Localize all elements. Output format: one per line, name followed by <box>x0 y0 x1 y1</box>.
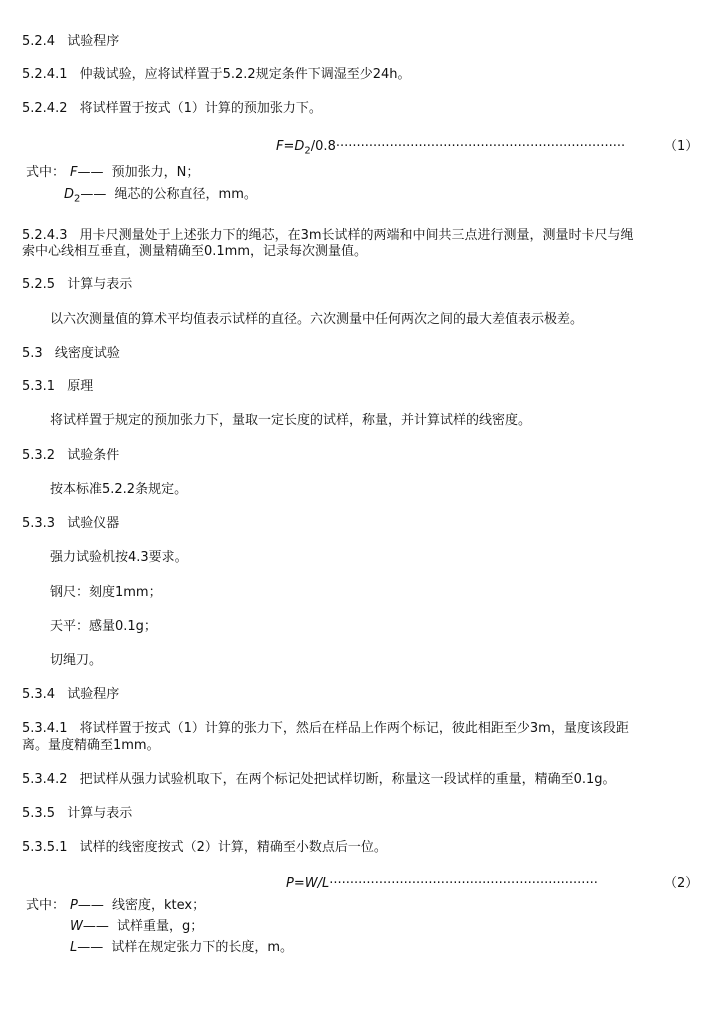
section-title: 试验仪器 <box>67 516 120 531</box>
section-number: 5.3.1 <box>22 379 56 394</box>
formula-lhs: F <box>276 139 284 154</box>
section-number: 5.3.5 <box>22 806 56 821</box>
where-2-item-W <box>70 918 203 935</box>
symbol: L <box>70 940 78 955</box>
symbol: P <box>70 898 78 913</box>
formula-rest: /0.8 <box>310 139 336 154</box>
dash: —— <box>82 919 109 934</box>
clause-number: 5.3.4.1 <box>22 721 68 736</box>
dash: —— <box>77 940 104 955</box>
formula-subscript: 2 <box>304 145 311 157</box>
description: 试样重量，g； <box>117 919 204 934</box>
formula-variable: D <box>294 139 305 154</box>
formula-leader-dots: ································································· <box>329 876 598 891</box>
symbol-subscript: 2 <box>74 193 81 205</box>
section-number: 5.3.3 <box>22 516 56 531</box>
section-title: 试验程序 <box>67 687 120 702</box>
instrument-item: 钢尺：刻度1mm； <box>50 585 162 600</box>
description: 绳芯的公称直径，mm。 <box>114 187 257 202</box>
where-2-item-P <box>70 897 205 914</box>
section-5-3-heading <box>22 345 120 362</box>
section-number: 5.2.4 <box>22 34 56 49</box>
clause-number: 5.2.4.3 <box>22 228 68 243</box>
paragraph-5-3-2: 按本标准5.2.2条规定。 <box>50 482 188 497</box>
section-number: 5.3 <box>22 346 43 361</box>
where-2-item-L <box>70 939 293 956</box>
paragraph-5-3-1: 将试样置于规定的预加张力下，量取一定长度的试样，称量，并计算试样的线密度。 <box>50 413 532 428</box>
where-1-item-F <box>70 164 199 181</box>
section-title: 原理 <box>67 379 94 394</box>
clause-5-3-5-1 <box>22 839 387 856</box>
instrument-item: 切绳刀。 <box>50 653 103 668</box>
section-5-3-2-heading <box>22 447 119 464</box>
clause-text: 用卡尺测量处于上述张力下的绳芯，在3m长试样的两端和中间共三点进行测量，测量时卡尺与绳 <box>79 228 634 243</box>
formula-lhs: P <box>286 876 294 891</box>
section-5-2-5-heading <box>22 276 132 293</box>
section-title: 计算与表示 <box>67 277 133 292</box>
formula-equals: = <box>283 139 295 154</box>
clause-5-2-4-3-line-2: 索中心线相互垂直，测量精确至0.1mm，记录每次测量值。 <box>22 244 368 259</box>
formula-equals: = <box>293 876 305 891</box>
description: 线密度，ktex； <box>111 898 206 913</box>
symbol: F <box>70 165 78 180</box>
instrument-item: 强力试验机按4.3要求。 <box>50 550 188 565</box>
dash: —— <box>77 165 104 180</box>
clause-number: 5.2.4.2 <box>22 101 68 116</box>
paragraph-5-2-5: 以六次测量值的算术平均值表示试样的直径。六次测量中任何两次之间的最大差值表示极差。 <box>50 312 584 327</box>
clause-5-2-4-2 <box>22 100 322 117</box>
clause-text: 仲裁试验，应将试样置于5.2.2规定条件下调湿至少24h。 <box>79 67 411 82</box>
clause-5-3-4-1-line-2: 离。量度精确至1mm。 <box>22 738 160 753</box>
section-number: 5.2.5 <box>22 277 56 292</box>
clause-5-3-4-1-line-1 <box>22 720 629 737</box>
instrument-item: 天平：感量0.1g； <box>50 619 157 634</box>
section-5-3-5-heading <box>22 805 132 822</box>
formula-2-number: （2） <box>664 876 699 891</box>
dash: —— <box>77 898 104 913</box>
formula-1-number: （1） <box>664 139 699 154</box>
formula-rhs: W/L <box>304 876 330 891</box>
section-5-2-4-heading <box>22 33 119 50</box>
clause-text: 试样的线密度按式（2）计算，精确至小数点后一位。 <box>79 840 387 855</box>
description: 试样在规定张力下的长度，m。 <box>111 940 294 955</box>
section-title: 计算与表示 <box>67 806 133 821</box>
section-5-3-3-heading <box>22 515 119 532</box>
clause-text: 把试样从强力试验机取下，在两个标记处把试样切断，称量这一段试样的重量，精确至0.1g。 <box>79 772 616 787</box>
dash: —— <box>80 187 107 202</box>
section-5-3-1-heading <box>22 378 93 395</box>
section-5-3-4-heading <box>22 686 119 703</box>
clause-5-2-4-1 <box>22 66 410 83</box>
formula-2 <box>286 875 598 892</box>
description: 预加张力，N； <box>111 165 200 180</box>
section-title: 线密度试验 <box>54 346 120 361</box>
section-title: 试验条件 <box>67 448 120 463</box>
symbol: D <box>64 187 75 202</box>
where-1-lead: 式中： <box>26 165 66 180</box>
clause-5-2-4-3-line-1 <box>22 227 634 244</box>
section-number: 5.3.4 <box>22 687 56 702</box>
symbol: W <box>70 919 83 934</box>
clause-text: 将试样置于按式（1）计算的预加张力下。 <box>79 101 322 116</box>
clause-number: 5.2.4.1 <box>22 67 68 82</box>
clause-number: 5.3.5.1 <box>22 840 68 855</box>
section-title: 试验程序 <box>67 34 120 49</box>
formula-1 <box>276 138 625 160</box>
where-2-lead: 式中： <box>26 898 66 913</box>
clause-number: 5.3.4.2 <box>22 772 68 787</box>
clause-5-3-4-2 <box>22 771 616 788</box>
clause-text: 将试样置于按式（1）计算的张力下，然后在样品上作两个标记，彼此相距至少3m，量度该段距 <box>79 721 629 736</box>
formula-leader-dots: ······································································ <box>335 139 626 154</box>
where-1-item-D2 <box>64 186 257 208</box>
section-number: 5.3.2 <box>22 448 56 463</box>
